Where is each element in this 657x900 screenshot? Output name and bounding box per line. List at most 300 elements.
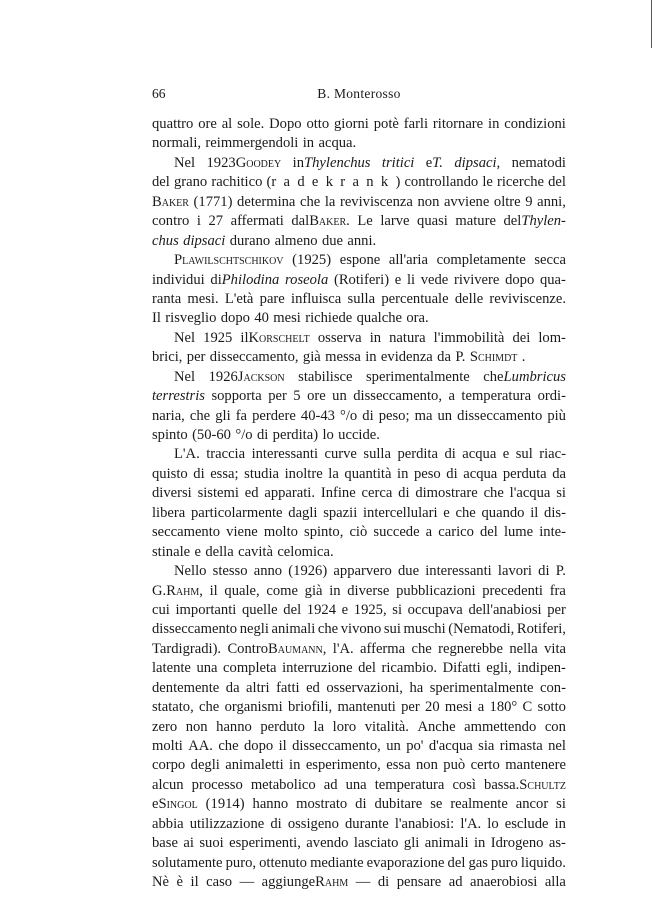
text-line: [152, 659, 566, 678]
word: 1923: [206, 154, 236, 171]
word: celomica.: [277, 543, 334, 560]
word: chus: [152, 232, 179, 249]
word: l'A.: [460, 815, 482, 832]
word: diverse: [347, 582, 390, 599]
word: qua-: [539, 271, 566, 288]
word: del: [358, 660, 376, 677]
word: li: [406, 271, 416, 288]
word: lasciato: [353, 835, 399, 852]
word: esperimenti,: [229, 835, 301, 852]
word: completamente: [436, 252, 526, 269]
word: che: [199, 699, 220, 716]
word: (1926): [288, 563, 328, 580]
word: i: [196, 213, 201, 230]
word: in: [365, 349, 377, 366]
word: Philodina: [221, 271, 280, 288]
word-group: [484, 776, 566, 795]
word: durano: [229, 232, 271, 249]
word: pare: [259, 290, 285, 307]
word: —: [355, 874, 371, 891]
word: nel: [548, 738, 566, 754]
word: Il: [152, 310, 161, 327]
word: Difatti: [442, 660, 481, 677]
word: processo: [191, 776, 243, 793]
word: ad: [448, 874, 463, 891]
word-group: [483, 368, 566, 387]
word: molti: [152, 738, 183, 754]
word: per: [268, 388, 287, 405]
word: ore: [198, 116, 217, 132]
word: terrestris: [152, 388, 205, 405]
word: di: [210, 271, 222, 288]
word: fatti: [276, 679, 300, 696]
word: e: [194, 543, 201, 560]
word: determina: [237, 193, 296, 210]
word-group: [240, 329, 309, 348]
word: diversi: [152, 485, 192, 502]
word: dopo: [243, 738, 274, 754]
word: reviviscenza: [339, 193, 413, 210]
word: avendo: [306, 835, 349, 852]
text-line: [152, 232, 566, 251]
word: sulla: [363, 446, 391, 463]
word: pensare: [396, 874, 442, 891]
word: l'A.: [332, 640, 354, 657]
word: ad: [323, 776, 338, 793]
word: condizioni: [504, 116, 566, 132]
word-group: [437, 348, 465, 367]
word: Anche: [417, 718, 456, 735]
word: dimostrare: [415, 485, 478, 502]
word: l'immobilità: [433, 329, 505, 346]
word: del: [503, 213, 522, 230]
word: AA.: [188, 738, 213, 754]
word: .: [521, 349, 526, 366]
word: per: [547, 601, 566, 618]
word: puro,: [225, 854, 257, 871]
word: hanno: [216, 718, 252, 735]
word: (1914): [205, 796, 245, 813]
word: acqua: [463, 465, 498, 482]
word: abbia: [152, 815, 184, 832]
text-line: [152, 193, 566, 212]
word: brici,: [152, 349, 183, 366]
word: sia: [478, 738, 495, 754]
word: Thylen-: [521, 213, 566, 230]
word: l'anabiosi:: [394, 815, 455, 832]
word: aggiunge: [261, 874, 316, 891]
text-line: [152, 834, 566, 853]
word: quasi: [417, 213, 448, 230]
word: °/o: [340, 407, 358, 424]
word: esperimento,: [305, 757, 381, 774]
word: non: [185, 718, 208, 735]
word: in: [292, 154, 305, 171]
word: quantità: [344, 465, 392, 482]
page-number: 66: [152, 86, 166, 101]
word: alla: [544, 874, 566, 891]
word: animali: [271, 621, 316, 638]
word: potè: [373, 116, 399, 132]
word: farli: [403, 116, 429, 132]
word: acqua: [462, 446, 497, 463]
word: più: [547, 407, 566, 424]
word: che: [455, 504, 476, 521]
word: sotto: [537, 699, 566, 716]
word: as-: [548, 835, 566, 852]
word: che: [299, 193, 321, 210]
word: d'acqua: [428, 738, 473, 754]
word: del: [548, 174, 566, 191]
word: vitalità.: [364, 718, 409, 735]
word: cavità: [238, 543, 273, 560]
word-group: [503, 212, 565, 231]
word: per: [401, 699, 420, 716]
word: solutamente: [152, 854, 223, 871]
word: 1924: [306, 601, 336, 618]
word: e: [425, 154, 433, 171]
word: mostrato: [296, 796, 348, 813]
word: ciò: [349, 524, 368, 541]
word: fa: [235, 407, 248, 424]
text-line: [152, 407, 566, 426]
word: otto: [306, 116, 330, 132]
word: da: [437, 349, 451, 366]
word: in: [554, 815, 566, 832]
word: influisca: [291, 290, 342, 307]
text-line: [152, 854, 566, 873]
word: sistemi: [197, 485, 239, 502]
word: in: [397, 465, 409, 482]
word: Lumbricus: [503, 368, 566, 385]
word: naria,: [152, 407, 185, 424]
word: ora.: [406, 310, 429, 327]
word: del: [480, 524, 498, 541]
word: individui: [152, 271, 205, 288]
word: loro: [332, 718, 357, 735]
word: caso: [206, 874, 233, 891]
word: metabolico: [250, 776, 316, 793]
word: Rotiferi,: [516, 621, 566, 638]
word: fra: [549, 582, 566, 599]
word: apparvero: [333, 563, 392, 580]
word: percentuale: [381, 290, 449, 307]
word: Nello: [174, 563, 207, 580]
word-group: [152, 795, 198, 814]
word: ossigeno: [287, 815, 339, 832]
word: cerca: [361, 485, 393, 502]
word: animali: [424, 835, 469, 852]
word: si: [556, 796, 566, 813]
word: l'acqua: [509, 485, 551, 502]
word: Nel: [174, 329, 196, 346]
word: interruzione: [282, 660, 353, 677]
word: rachitico: [211, 174, 263, 191]
text-line: [152, 154, 566, 173]
word: traccia: [206, 446, 246, 463]
word-group: [207, 154, 282, 173]
word: L'A.: [174, 446, 200, 463]
word: 1925: [203, 329, 233, 346]
word: ammettendo: [464, 718, 537, 735]
word: grano: [173, 174, 208, 191]
word: anni.: [347, 232, 377, 249]
text-line: [152, 562, 566, 581]
word: Nel: [174, 368, 196, 385]
text-line: [152, 523, 566, 542]
text-line: [152, 543, 566, 562]
word: uccide.: [338, 427, 380, 443]
word: almeno: [274, 232, 318, 249]
word: Goodey: [235, 154, 282, 171]
word: e: [443, 504, 450, 521]
word: corpo: [152, 757, 186, 774]
word: perduto: [260, 718, 305, 735]
word: 40-43: [300, 407, 335, 424]
word: —: [239, 874, 255, 891]
word: realmente: [450, 796, 508, 813]
word: utilizzazione: [189, 815, 265, 832]
word: Idrogeno: [490, 835, 544, 852]
word: bassa.: [484, 776, 520, 793]
word: del: [152, 174, 170, 191]
word: che: [218, 738, 239, 754]
word: quale,: [224, 582, 260, 599]
word: qualche: [356, 310, 402, 327]
word-group: [291, 212, 349, 231]
word: essa;: [210, 465, 239, 482]
word: di: [446, 465, 458, 482]
word: in: [488, 116, 500, 132]
word: dopo: [505, 271, 535, 288]
word: disseccamento,: [209, 349, 299, 366]
word: stinale: [152, 543, 191, 560]
word: quando: [481, 504, 525, 521]
word: perdita: [397, 446, 438, 463]
text-line: [152, 465, 566, 484]
text-line: [152, 309, 566, 328]
word: zero: [152, 718, 178, 735]
word: di: [444, 446, 456, 463]
word: cui: [152, 601, 170, 618]
word: apparati.: [264, 485, 316, 502]
word-group: [227, 640, 326, 659]
word: avviene: [443, 193, 490, 210]
word: che: [483, 485, 504, 502]
word: il: [190, 874, 199, 891]
word: come: [266, 582, 298, 599]
text-line: [152, 795, 566, 814]
word: la: [313, 718, 325, 735]
word: mantenere: [505, 757, 566, 774]
word: (1925): [292, 252, 332, 269]
word: e: [502, 446, 510, 463]
word-group: [267, 173, 401, 192]
word: interessanti: [251, 446, 319, 463]
word: negli: [239, 621, 269, 638]
word: già: [302, 349, 321, 366]
word: delle: [454, 290, 484, 307]
word: ancor: [515, 796, 549, 813]
word: seccamento: [152, 524, 221, 541]
word: sui: [383, 621, 401, 638]
word: e: [394, 271, 402, 288]
word: degli: [190, 757, 220, 774]
word: che: [317, 621, 339, 638]
word: G.: [152, 582, 167, 599]
word: del: [283, 601, 302, 618]
word: inte-: [539, 524, 566, 541]
text-line: [152, 756, 566, 775]
word: evaporazione: [366, 854, 445, 871]
word: se: [430, 796, 443, 813]
word: mediante: [310, 854, 364, 871]
word: molto: [263, 524, 298, 541]
word: occupava: [407, 601, 463, 618]
word: spinto,: [304, 524, 344, 541]
word: suoi: [199, 835, 224, 852]
word: Schultz: [519, 776, 566, 793]
word: un: [437, 407, 453, 424]
word: Plawilschtschikov: [174, 252, 284, 269]
word: evidenza: [380, 349, 433, 366]
word: rivivere: [453, 271, 500, 288]
word: afferma: [360, 640, 406, 657]
word: T.: [432, 154, 443, 171]
word: Dopo: [269, 116, 302, 132]
word: risveglio: [165, 310, 217, 327]
text-line: [152, 271, 566, 290]
word: perdere: [252, 407, 296, 424]
word: riac-: [539, 446, 566, 463]
word: ordi-: [537, 388, 566, 405]
word: egli,: [486, 660, 512, 677]
word: il: [209, 582, 218, 599]
word: ai: [183, 835, 194, 852]
text-line: [152, 484, 566, 503]
word: in: [473, 835, 486, 852]
word: alcun: [152, 776, 184, 793]
word: anno: [253, 563, 283, 580]
word: dei: [512, 329, 531, 346]
word: di: [256, 427, 269, 443]
word: lo: [322, 427, 334, 443]
word: messa: [325, 349, 361, 366]
word: natura: [389, 329, 426, 346]
word: interessanti: [425, 563, 492, 580]
word: Baumann: [268, 640, 323, 657]
word: .: [346, 213, 350, 230]
text-line: [152, 582, 566, 601]
word: ,: [199, 582, 203, 599]
word: mesi: [444, 699, 473, 716]
word: del: [447, 854, 466, 871]
word: a: [425, 524, 433, 541]
word: che: [189, 407, 211, 424]
word: precedenti: [482, 582, 543, 599]
word: particolarmente: [190, 504, 283, 521]
word: 9: [525, 193, 533, 210]
page-header: [152, 86, 566, 106]
text-line: [152, 251, 566, 270]
word: reviviscenze.: [489, 290, 566, 307]
word-group: [426, 154, 443, 173]
word: disseccamento,: [292, 738, 381, 754]
word: (50-60: [192, 427, 231, 443]
text-line: [152, 640, 566, 659]
word: dubitare: [374, 796, 423, 813]
word: al: [221, 116, 233, 132]
word-group: [293, 154, 371, 173]
word: Korschelt: [248, 329, 310, 346]
word: un: [332, 388, 347, 405]
word: (Rotiferi): [333, 271, 390, 288]
word: Tardigradi).: [152, 640, 222, 657]
word: disseccamento,: [353, 388, 442, 405]
text-line: [152, 815, 566, 834]
word-group: [152, 582, 203, 601]
word: non: [417, 193, 440, 210]
word: dagli: [288, 504, 318, 521]
word: a: [448, 388, 455, 405]
word: C: [522, 699, 533, 716]
word-group: [470, 348, 526, 367]
word: Rahm: [315, 874, 349, 891]
word: controllando: [404, 174, 479, 191]
word: liquido.: [520, 854, 566, 871]
word: osservazioni,: [326, 679, 403, 696]
word: Infine: [320, 485, 356, 502]
word: radekrank: [271, 174, 396, 191]
word: succede: [373, 524, 420, 541]
word: Jackson: [237, 368, 285, 385]
word: gas: [468, 854, 488, 871]
word: in: [302, 135, 315, 152]
word: inoltre: [284, 465, 323, 482]
word: esclude: [504, 815, 549, 832]
text-line: [152, 776, 566, 795]
word: ed: [306, 679, 320, 696]
word: disseccamento: [457, 407, 543, 424]
word: 5: [293, 388, 301, 405]
word: ed: [244, 485, 259, 502]
word-group: [210, 271, 279, 290]
text-line: [152, 601, 566, 620]
word: completa: [223, 660, 277, 677]
word: indipen-: [517, 660, 566, 677]
word: puro: [491, 854, 518, 871]
word: Rahm: [166, 582, 200, 599]
word: ritornare: [432, 116, 484, 132]
word: Schimdt: [469, 349, 518, 366]
word: hanno: [252, 796, 289, 813]
word: all'aria: [388, 252, 428, 269]
word: °/o: [235, 427, 253, 443]
text-line: [152, 115, 566, 134]
word: ma: [414, 407, 433, 424]
word: P.: [555, 563, 566, 580]
word: latente: [152, 660, 191, 677]
word: il: [240, 329, 249, 346]
word: vede: [420, 271, 449, 288]
word: 20: [425, 699, 440, 716]
word: altri: [246, 679, 270, 696]
word: Nel: [174, 154, 196, 171]
word: ricerche: [497, 174, 544, 191]
word: di: [193, 465, 205, 482]
word: disseccamento: [152, 621, 238, 638]
word: così: [452, 776, 476, 793]
